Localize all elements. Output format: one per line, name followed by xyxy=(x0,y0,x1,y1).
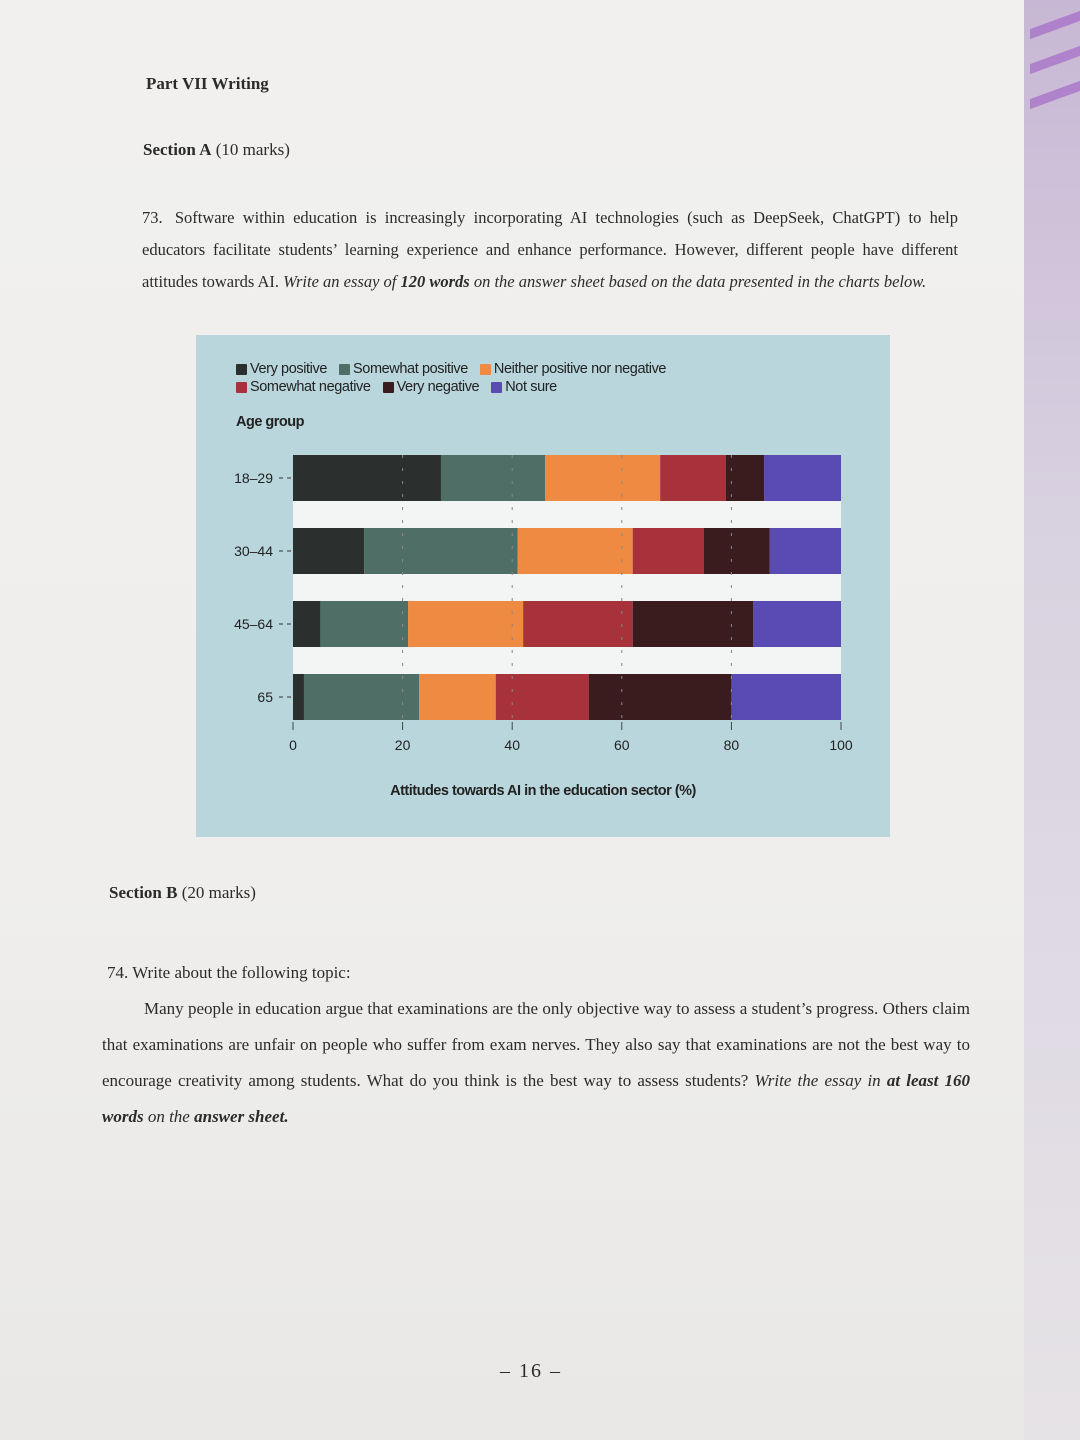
stacked-bar-chart xyxy=(196,335,890,837)
legend-label: Very negative xyxy=(396,379,480,395)
bar-segment xyxy=(545,455,660,501)
section-b-name: Section B xyxy=(109,883,178,902)
question-74-body xyxy=(102,991,970,1135)
x-axis-title: Attitudes towards AI in the education sector (%) xyxy=(390,783,696,799)
x-tick-label: 20 xyxy=(394,737,411,753)
legend-label: Very positive xyxy=(250,361,328,377)
question-74-instruction: Write the essay in at least 160 words on the answer sheet. xyxy=(102,1071,970,1126)
bar-segment xyxy=(364,528,517,574)
question-73-text: Software within education is increasingly incorporating AI technologies (such as DeepSeek, ChatGPT) to help educators facilitate students’ learning experience and enhance performance. However, different people have different attitudes towards AI. xyxy=(142,208,958,291)
section-a-marks: (10 marks) xyxy=(215,140,290,159)
category-label: 18–29 xyxy=(234,470,273,486)
bar-segment xyxy=(753,601,841,647)
bar-segment xyxy=(304,674,419,720)
question-73 xyxy=(142,202,958,298)
part-title: Part VII Writing xyxy=(146,74,269,93)
bar-segment xyxy=(320,601,408,647)
x-tick-label: 60 xyxy=(614,737,630,753)
x-tick-label: 40 xyxy=(504,737,520,753)
bar-segment xyxy=(523,601,633,647)
bar-segment xyxy=(441,455,545,501)
legend-label: Somewhat positive xyxy=(353,361,468,377)
bar-segment xyxy=(419,674,496,720)
bar-segment xyxy=(660,455,726,501)
row-separator xyxy=(293,501,841,528)
x-tick-label: 80 xyxy=(723,737,740,753)
y-axis-title: Age group xyxy=(236,414,304,430)
section-b-marks: (20 marks) xyxy=(181,883,256,902)
bar-segment xyxy=(496,674,589,720)
page-number: – 16 – xyxy=(500,1360,562,1382)
question-74-text: Many people in education argue that examinations are the only objective way to assess a student’s progress. Others claim that examinations are unfair on people who suffer from exam nerves. They also say that examinations are not the best way to encourage creativity among students. What do you think is the best way to assess students? xyxy=(102,999,970,1090)
bar-segment xyxy=(633,601,754,647)
question-73-instruction: Write an essay of 120 words on the answer sheet based on the data presented in the charts below. xyxy=(283,272,927,291)
x-tick-label: 100 xyxy=(829,737,853,753)
bar-segment xyxy=(704,528,770,574)
question-74 xyxy=(102,955,970,1135)
row-separator xyxy=(293,574,841,601)
question-74-lead: 74. Write about the following topic: xyxy=(107,963,351,982)
binder-edge xyxy=(1024,0,1080,1440)
bar-segment xyxy=(408,601,523,647)
bar-segment xyxy=(589,674,731,720)
bar-segment xyxy=(293,528,364,574)
bar-segment xyxy=(293,674,304,720)
question-73-number: 73. xyxy=(142,208,163,227)
category-label: 30–44 xyxy=(234,543,273,559)
bar-segment xyxy=(633,528,704,574)
legend-label: Not sure xyxy=(505,379,557,395)
section-a-name: Section A xyxy=(143,140,212,159)
category-label: 65 xyxy=(257,689,273,705)
bar-segment xyxy=(770,528,841,574)
legend-label: Neither positive nor negative xyxy=(493,361,667,377)
legend-label: Somewhat negative xyxy=(250,379,371,395)
category-label: 45–64 xyxy=(234,616,273,632)
chart-panel xyxy=(196,335,890,837)
bar-segment xyxy=(293,601,320,647)
section-b-heading xyxy=(109,883,256,903)
x-tick-label: 0 xyxy=(289,737,297,753)
bar-segment xyxy=(764,455,841,501)
row-separator xyxy=(293,647,841,674)
section-a-heading xyxy=(143,140,290,160)
bar-segment xyxy=(518,528,633,574)
bar-segment xyxy=(293,455,441,501)
bar-segment xyxy=(731,674,841,720)
